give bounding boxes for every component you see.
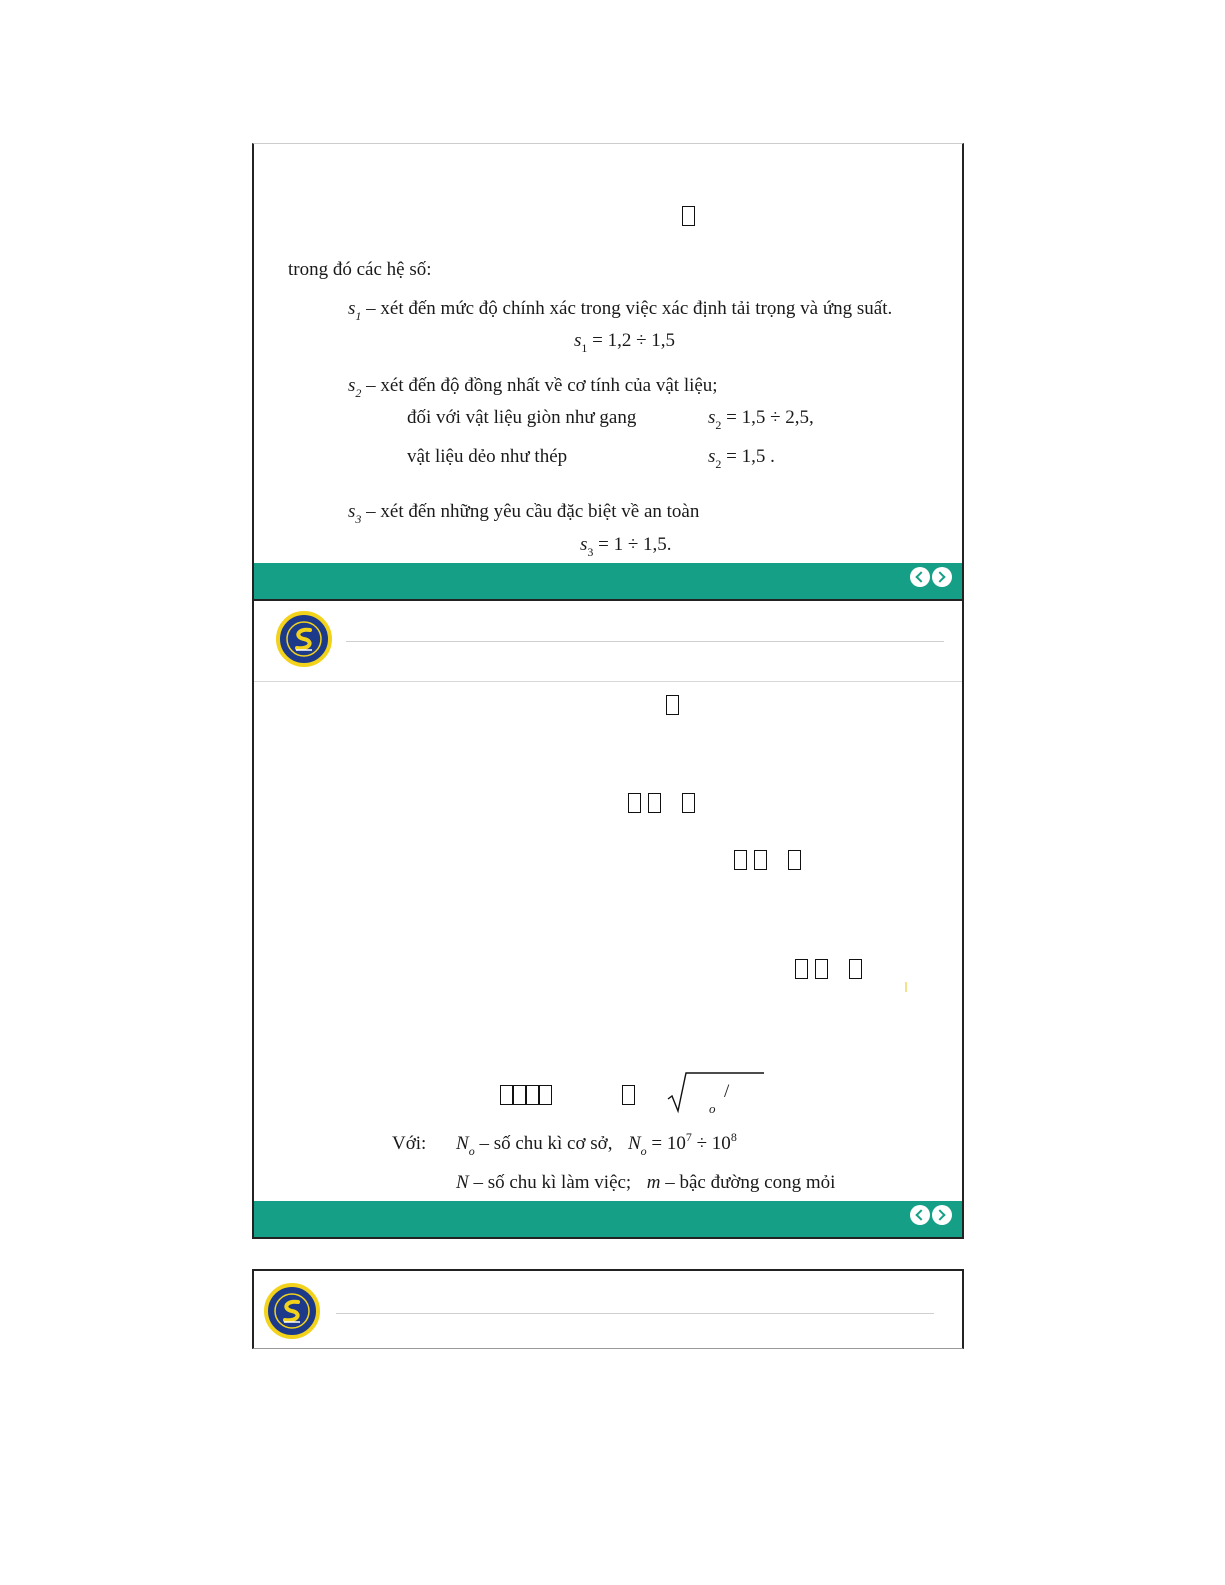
s2-brittle-formula [708, 407, 814, 430]
with-label: Với: [392, 1133, 427, 1154]
slide-header [254, 601, 962, 682]
n0-rhs-eq: = 10 [646, 1133, 686, 1154]
slide-1 [252, 143, 964, 601]
radical-sub: o [709, 1101, 716, 1116]
missing-glyph-group [628, 793, 695, 813]
s2-description [348, 375, 718, 398]
missing-glyph-group [500, 1085, 552, 1105]
s2-ductile-label: vật liệu dẻo như thép [407, 446, 568, 467]
university-logo-icon [264, 1283, 320, 1339]
s2-brittle-rhs: = 1,5 ÷ 2,5, [726, 407, 814, 428]
missing-glyph-group [795, 959, 862, 979]
s2-ductile-sub: 2 [715, 457, 722, 471]
s2-symbol: s [348, 375, 356, 396]
s2-brittle-lhs: s [708, 407, 716, 428]
s1-formula-lhs: s [574, 330, 582, 351]
s2-ductile-rhs: = 1,5 . [726, 446, 775, 467]
n0-div: ÷ 10 [691, 1133, 731, 1154]
s2-brittle-label: đối với vật liệu giòn như gang [407, 407, 637, 428]
s1-symbol: s [348, 298, 356, 319]
radical-slash: / [724, 1081, 730, 1102]
n0-sub: o [468, 1144, 475, 1158]
n-line [456, 1172, 835, 1194]
header-rule [336, 1313, 934, 1314]
s3-formula-lhs: s [580, 534, 588, 555]
n0-rhs-sub: o [640, 1144, 647, 1158]
s3-description [348, 501, 699, 524]
n0-exp2: 8 [730, 1130, 737, 1144]
chevron-right-icon[interactable] [932, 567, 952, 587]
slide-footer [254, 563, 962, 599]
n0-rhs-sym: N [627, 1133, 641, 1154]
s3-formula-rhs: = 1 ÷ 1,5. [598, 534, 672, 555]
m-desc: – bậc đường cong mỏi [660, 1172, 836, 1193]
slide-2 [252, 601, 964, 1239]
s1-description [348, 298, 892, 321]
missing-glyph [622, 1085, 635, 1105]
s3-formula [580, 534, 672, 557]
s2-ductile-formula [708, 446, 775, 469]
s3-formula-sub: 3 [587, 545, 594, 559]
s3-index: 3 [355, 512, 362, 526]
s1-formula-rhs: = 1,2 ÷ 1,5 [592, 330, 676, 351]
slide-3 [252, 1269, 964, 1349]
s1-index: 1 [355, 309, 362, 323]
s2-ductile-lhs: s [708, 446, 716, 467]
chevron-left-icon[interactable] [910, 1205, 930, 1225]
radical-sign [666, 1071, 766, 1115]
university-logo-icon [276, 611, 332, 667]
n0-desc: – số chu kì cơ sở, [474, 1133, 613, 1154]
n0-exp1: 7 [685, 1130, 692, 1144]
n-desc: – số chu kì làm việc; [468, 1172, 632, 1193]
n-sym: N [456, 1172, 469, 1193]
s2-brittle-sub: 2 [715, 418, 722, 432]
missing-glyph-group [734, 850, 801, 870]
slide-header [254, 1271, 962, 1351]
s1-formula [574, 330, 675, 353]
chevron-right-icon[interactable] [932, 1205, 952, 1225]
s3-symbol: s [348, 501, 356, 522]
chevron-left-icon[interactable] [910, 567, 930, 587]
s1-desc: – xét đến mức độ chính xác trong việc xác định tải trọng và ứng suất. [361, 298, 893, 319]
s3-desc: – xét đến những yêu cầu đặc biệt về an toàn [361, 501, 700, 522]
missing-glyph [682, 206, 695, 226]
slide-footer [254, 1201, 962, 1237]
missing-glyph [666, 695, 679, 715]
s2-desc: – xét đến độ đồng nhất về cơ tính của vật liệu; [361, 375, 718, 396]
n0-sym: N [456, 1133, 469, 1154]
s1-formula-sub: 1 [581, 341, 588, 355]
header-rule [346, 641, 944, 642]
n0-line [456, 1130, 737, 1158]
m-sym: m [646, 1172, 661, 1193]
s2-index: 2 [355, 386, 362, 400]
intro-text: trong đó các hệ số: [288, 259, 432, 280]
yellow-mark [905, 982, 907, 992]
